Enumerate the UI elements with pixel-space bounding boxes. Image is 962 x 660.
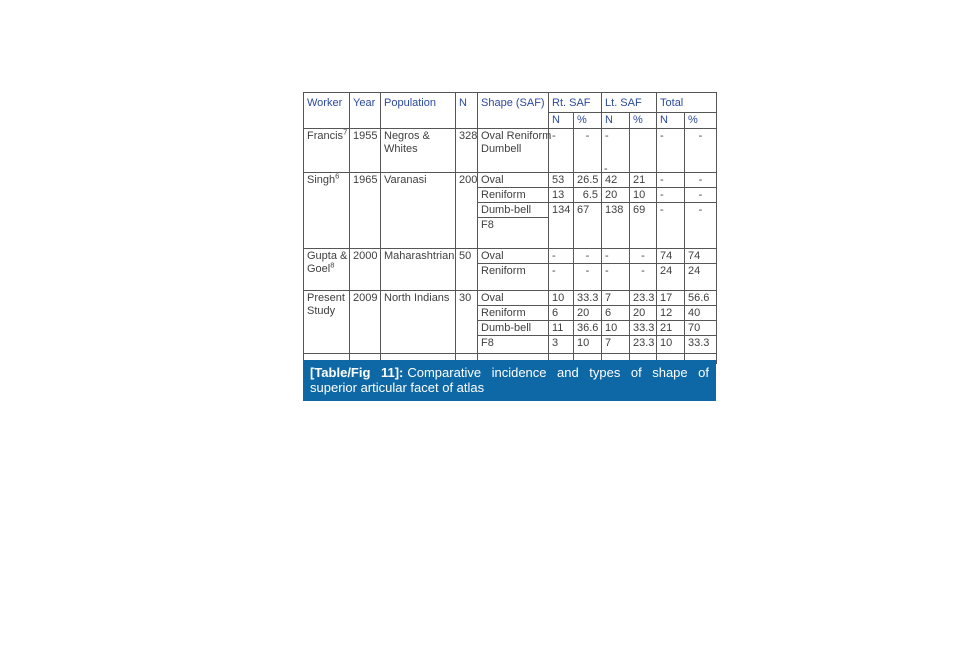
cell-value: 24 bbox=[657, 264, 685, 291]
cell-value: 6 bbox=[549, 306, 574, 321]
cell-value: 20 bbox=[602, 188, 630, 203]
cell-shape: Oval bbox=[478, 173, 549, 188]
table-header bbox=[304, 93, 717, 129]
cell-population: Negros & Whites bbox=[381, 129, 456, 173]
reference-superscript: 8 bbox=[330, 260, 335, 270]
subcol-rt-pct: % bbox=[574, 113, 602, 129]
cell-value: 70 bbox=[685, 321, 717, 336]
cell-value: 53 bbox=[549, 173, 574, 188]
cell-value: 69 bbox=[630, 203, 657, 249]
cell-shape: Reniform bbox=[478, 306, 549, 321]
cell-value: 56.6 bbox=[685, 291, 717, 306]
col-header-shape: Shape (SAF) bbox=[478, 93, 549, 129]
cell-value: 20 bbox=[630, 306, 657, 321]
cell-value: 10 bbox=[630, 188, 657, 203]
cell-value: - bbox=[630, 249, 657, 264]
cell-value: - bbox=[549, 264, 574, 291]
col-header-population: Population bbox=[381, 93, 456, 129]
cell-value: - bbox=[685, 203, 717, 249]
col-header-year: Year bbox=[350, 93, 381, 129]
cell-value: 33.3 bbox=[574, 291, 602, 306]
cell-shape: Dumb-bell bbox=[478, 203, 549, 218]
cell-value: - bbox=[602, 264, 630, 291]
cell-value: 36.6 bbox=[574, 321, 602, 336]
cell-value: - bbox=[630, 264, 657, 291]
cell-value: 138 bbox=[602, 203, 630, 249]
cell-value: 6.5 bbox=[574, 188, 602, 203]
cell-value: 20 bbox=[574, 306, 602, 321]
cell-value: 7 bbox=[602, 336, 630, 354]
cell-value: - bbox=[685, 173, 717, 188]
table-row bbox=[304, 129, 717, 173]
table-row bbox=[304, 173, 717, 188]
cell-shape: Reniform bbox=[478, 188, 549, 203]
cell-value: 21 bbox=[630, 173, 657, 188]
cell-value: - bbox=[685, 129, 717, 173]
cell-population: Varanasi bbox=[381, 173, 456, 249]
col-header-worker: Worker bbox=[304, 93, 350, 129]
caption-text: Comparative incidence and types of shape of superior articular facet of atlas bbox=[310, 365, 709, 395]
col-header-n: N bbox=[456, 93, 478, 129]
cell-year: 1965 bbox=[350, 173, 381, 249]
subcol-total-pct: % bbox=[685, 113, 717, 129]
cell-value: 33.3 bbox=[685, 336, 717, 354]
cell-n: 328 bbox=[456, 129, 478, 173]
cell-value: 11 bbox=[549, 321, 574, 336]
cell-worker: Francis$^7$ bbox=[304, 129, 350, 173]
cell-shape: Oval Reniform Dumbell bbox=[478, 129, 549, 173]
cell-value: - bbox=[602, 249, 630, 264]
cell-value: 26.5 bbox=[574, 173, 602, 188]
cell-value: - bbox=[685, 188, 717, 203]
cell-worker: Gupta & Goel$^8$ bbox=[304, 249, 350, 291]
table-body bbox=[304, 129, 717, 365]
cell-value: 10 bbox=[549, 291, 574, 306]
table-row bbox=[304, 249, 717, 264]
cell-value: 40 bbox=[685, 306, 717, 321]
cell-value: - bbox=[574, 129, 602, 173]
subcol-lt-pct: % bbox=[630, 113, 657, 129]
cell-value: 74 bbox=[685, 249, 717, 264]
cell-value: 67 bbox=[574, 203, 602, 249]
reference-superscript: 7 bbox=[343, 127, 348, 137]
reference-superscript: 6 bbox=[335, 171, 340, 181]
cell-value: - bbox=[657, 203, 685, 249]
cell-population: Maharashtrian bbox=[381, 249, 456, 291]
subcol-total-n: N bbox=[657, 113, 685, 129]
col-header-rt-saf: Rt. SAF bbox=[549, 93, 602, 113]
cell-value: 23.3 bbox=[630, 291, 657, 306]
cell-value: 7 bbox=[602, 291, 630, 306]
cell-worker: Singh$^6$ bbox=[304, 173, 350, 249]
cell-value: 10 bbox=[657, 336, 685, 354]
cell-value: - bbox=[602, 129, 630, 173]
cell-value: - bbox=[657, 129, 685, 173]
stray-dash: - bbox=[604, 163, 608, 175]
cell-value: - bbox=[657, 173, 685, 188]
cell-value: 74 bbox=[657, 249, 685, 264]
cell-value: - bbox=[574, 249, 602, 264]
cell-shape: Dumb-bell bbox=[478, 321, 549, 336]
cell-shape: Oval bbox=[478, 291, 549, 306]
cell-value: - bbox=[657, 188, 685, 203]
cell-value: 6 bbox=[602, 306, 630, 321]
col-header-lt-saf: Lt. SAF bbox=[602, 93, 657, 113]
cell-value bbox=[630, 129, 657, 173]
cell-year: 2000 bbox=[350, 249, 381, 291]
header-row-groups bbox=[304, 93, 717, 113]
cell-value: 3 bbox=[549, 336, 574, 354]
cell-value: 21 bbox=[657, 321, 685, 336]
comparison-table-container bbox=[303, 92, 717, 364]
cell-value: 10 bbox=[574, 336, 602, 354]
cell-value: 23.3 bbox=[630, 336, 657, 354]
cell-value: 10 bbox=[602, 321, 630, 336]
cell-worker: Present Study bbox=[304, 291, 350, 354]
cell-value: - bbox=[549, 249, 574, 264]
cell-shape: Reniform bbox=[478, 264, 549, 291]
cell-value: 24 bbox=[685, 264, 717, 291]
cell-value: 13 bbox=[549, 188, 574, 203]
cell-value: 42 - bbox=[602, 173, 630, 188]
subcol-lt-n: N bbox=[602, 113, 630, 129]
subcol-rt-n: N bbox=[549, 113, 574, 129]
cell-shape: F8 bbox=[478, 336, 549, 354]
caption-label: [Table/Fig 11]: bbox=[310, 365, 404, 380]
cell-value: - bbox=[574, 264, 602, 291]
cell-value: 12 bbox=[657, 306, 685, 321]
cell-n: 200 bbox=[456, 173, 478, 249]
cell-value: - bbox=[549, 129, 574, 173]
cell-year: 1955 bbox=[350, 129, 381, 173]
cell-shape: Oval bbox=[478, 249, 549, 264]
cell-value: 33.3 bbox=[630, 321, 657, 336]
comparison-table bbox=[303, 92, 717, 364]
cell-n: 50 bbox=[456, 249, 478, 291]
cell-shape: F8 bbox=[478, 218, 549, 249]
cell-value: 17 bbox=[657, 291, 685, 306]
cell-value: 134 bbox=[549, 203, 574, 249]
table-caption bbox=[303, 360, 716, 401]
col-header-total: Total bbox=[657, 93, 717, 113]
cell-population: North Indians bbox=[381, 291, 456, 354]
cell-year: 2009 bbox=[350, 291, 381, 354]
table-row bbox=[304, 291, 717, 306]
cell-n: 30 bbox=[456, 291, 478, 354]
